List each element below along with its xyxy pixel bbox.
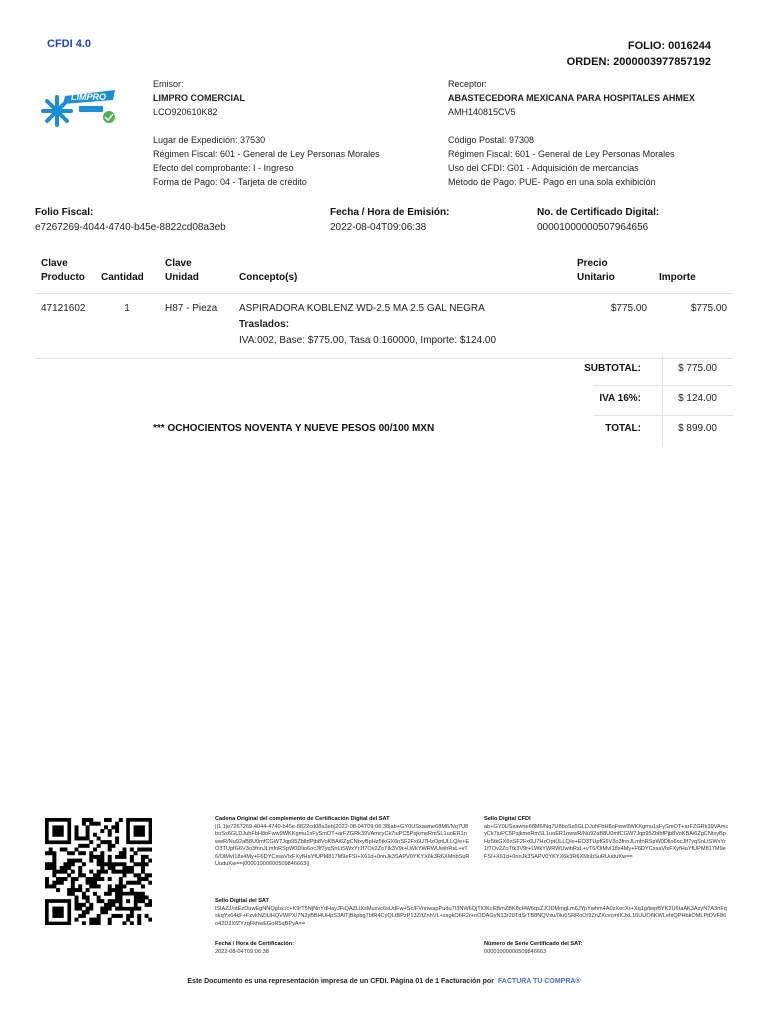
subtotal-label: SUBTOTAL: bbox=[584, 363, 641, 374]
fecha-emision-label: Fecha / Hora de Emisión: bbox=[330, 207, 450, 218]
logo-text: LIMPRO bbox=[71, 92, 106, 102]
receptor-uso-cfdi: Uso del CFDI: G01 - Adquisición de mercancias bbox=[448, 163, 639, 173]
header-importe: Importe bbox=[653, 254, 733, 294]
header-cantidad: Cantidad bbox=[95, 254, 159, 294]
folio-fiscal-label: Folio Fiscal: bbox=[35, 207, 94, 218]
total-label: TOTAL: bbox=[605, 423, 641, 434]
header-clave-producto: Clave Producto bbox=[35, 254, 95, 294]
subtotal-value: $ 775.00 bbox=[678, 363, 717, 374]
iva-label: IVA 16%: bbox=[599, 393, 641, 404]
fecha-certificacion-value: 2022-08-04T09:06:38 bbox=[215, 948, 269, 955]
emisor-efecto: Efecto del comprobante: I - Ingreso bbox=[153, 163, 294, 173]
receptor-metodo-pago: Método de Pago: PUE- Pago en una sola exhibición bbox=[448, 177, 656, 187]
amount-in-words: *** OCHOCIENTOS NOVENTA Y NUEVE PESOS 00/100 MXN bbox=[153, 423, 435, 434]
emisor-lugar: Lugar de Expedición: 37530 bbox=[153, 135, 266, 145]
receptor-rfc: AMH140815CV5 bbox=[448, 107, 516, 117]
serie-sat-title: Número de Serie Certificado del SAT: bbox=[484, 941, 583, 947]
receptor-cp: Código Postal: 97308 bbox=[448, 135, 535, 145]
fecha-certificacion-block bbox=[215, 941, 470, 956]
cell-cantidad: 1 bbox=[95, 294, 159, 359]
receptor-regimen: Régimen Fiscal: 601 - General de Ley Personas Morales bbox=[448, 149, 675, 159]
header-precio: Precio Unitario bbox=[571, 254, 653, 294]
header-clave-unidad: Clave Unidad bbox=[159, 254, 233, 294]
table-header-row bbox=[35, 254, 733, 294]
fecha-emision-value: 2022-08-04T09:06:38 bbox=[330, 222, 427, 233]
folio: FOLIO: 0016244 bbox=[627, 40, 711, 52]
emisor-name: LIMPRO COMERCIAL bbox=[153, 93, 245, 103]
cfdi-version: CFDI 4.0 bbox=[47, 38, 92, 50]
emisor-forma-pago: Forma de Pago: 04 - Tarjeta de crédito bbox=[153, 177, 307, 187]
fecha-emision-block bbox=[330, 205, 449, 235]
subtotal-row bbox=[35, 356, 733, 386]
limpro-logo bbox=[35, 84, 119, 134]
folio-fiscal-value: e7267269-4044-4740-b45e-8822cd08a3eb bbox=[35, 222, 226, 233]
footer bbox=[0, 978, 768, 985]
iva-row bbox=[35, 386, 733, 416]
certificado-value: 00001000000507964656 bbox=[537, 222, 649, 233]
cell-precio: $775.00 bbox=[571, 294, 653, 359]
serie-sat-block bbox=[484, 941, 729, 956]
receptor-label: Receptor: bbox=[448, 79, 488, 89]
cell-clave-unidad: H87 - Pieza bbox=[159, 294, 233, 359]
sello-sat-text: lSIAZJ/otEzDuwEgNNQgIxc/c+K9rT5NjNnYdHayJFiQAZLlXsMuxvc6sUdFw+Sc/FVnnwapPudu7I3NW6QjTiOKcEBmZBK8cHW6qsZJODMmgLm6JYpYwhm4A0zXecXr+Xq1g/twpBYK2U6taAK3AzyN7A3nFqskqYx64kF+FzvkNZIUHQVWPX/7N2yBBl4UHpS3AlTjBkpbg7bfR4CyQLtBPzP13Z/tZnhVL+ssgkO6R2r+nODAGyN13r20TdSrTB8NQVxu/0lu6SRRoO/9ZnZXcvcmIKJxL16UUO6KWLehiQPHbkOMLPtDVF86o42D2XfZYzqFkhwEGoR5qBPyA== bbox=[215, 905, 727, 927]
sello-cfdi-title: Sello Digital CFDI bbox=[484, 816, 531, 822]
header-concepto: Concepto(s) bbox=[233, 254, 571, 294]
items-table bbox=[35, 254, 733, 359]
concepto-text: ASPIRADORA KOBLENZ WD-2.5 MA 2.5 GAL NEGRA bbox=[239, 303, 485, 314]
totals-block bbox=[35, 356, 733, 446]
emisor-rfc: LCO920610K82 bbox=[153, 107, 218, 117]
cadena-original-title: Cadena Original del complemento de Certificación Digital del SAT bbox=[215, 816, 390, 822]
cadena-original-block bbox=[215, 816, 470, 869]
receptor-name: ABASTECEDORA MEXICANA PARA HOSPITALES AHMEX bbox=[448, 93, 695, 103]
table-row bbox=[35, 294, 733, 359]
emisor-block bbox=[153, 77, 438, 189]
receptor-block bbox=[448, 77, 748, 189]
folio-block bbox=[567, 38, 711, 70]
orden: ORDEN: 2000003977857192 bbox=[566, 56, 711, 68]
serie-sat-value: 00001000000509846663 bbox=[484, 948, 547, 955]
footer-text: Este Documento es una representación impresa de un CFDI. Página 01 de 1 Facturación por bbox=[187, 978, 494, 985]
footer-link[interactable]: FACTURA TU COMPRA® bbox=[497, 978, 581, 985]
qr-code bbox=[45, 818, 152, 925]
traslados-text: IVA:002, Base: $775.00, Tasa 0.160000, Importe: $124.00 bbox=[239, 335, 497, 346]
sello-sat-block bbox=[215, 898, 729, 928]
emisor-label: Emisor: bbox=[153, 79, 184, 89]
total-row bbox=[35, 416, 733, 446]
emisor-regimen: Régimen Fiscal: 601 - General de Ley Personas Morales bbox=[153, 149, 380, 159]
certificado-block bbox=[537, 205, 659, 235]
cell-concepto bbox=[233, 294, 571, 359]
certificado-label: No. de Certificado Digital: bbox=[537, 207, 660, 218]
cadena-original-text: ||1.1|e7267269-4044-4740-b45e-8822cd08a3eb|2022-08-04T09:06:38|ab+GY0USxawne68M6/Nq7U8boSs6GLDJuhFbH8oFww9WKKgmu1sFySmOT+arFZGRk39VAmcyCk7iuPC5PsjkmeRmSL1uoER1nwwR/Nu92aB8U0mfCGW7Jqp95ZblbfPjb8VoKBAi6ZgCNtxyBpHz5tkGX6nSF2Fx6U7HzOptULLQ/e+EO3TUpfG6V3o3fnnJLmfnRSpW0Dlio6ocJlf7yqSnLtSWxYr1f7Ov2ZoTtk3V9r+LWkYWRWUwihRsL+vT6/OlMvI18s4My+F6DYCssaVlxFXyfHaYfUPM817M9eFSI+X61d+0nnJk3SAPV0YKYX6k3R6XMnbSuRUuduKw==|00001000000509846663|| bbox=[215, 823, 470, 867]
sello-sat-title: Sello Digital del SAT bbox=[215, 898, 269, 904]
total-value: $ 899.00 bbox=[678, 423, 717, 434]
sello-cfdi-block bbox=[484, 816, 729, 861]
cell-clave-producto: 47121602 bbox=[35, 294, 95, 359]
folio-fiscal-block bbox=[35, 205, 226, 235]
fecha-certificacion-title: Fecha / Hora de Certificación: bbox=[215, 941, 294, 947]
traslados-label: Traslados: bbox=[239, 319, 290, 330]
iva-value: $ 124.00 bbox=[678, 393, 717, 404]
sello-cfdi-text: ab+GY0USxawne68M6/Nq7U8boSs6GLDJuhFbH8oFww9WKKgmu1sFySmOT+arFZGRk39VAmcyCk7iuPC5PsjkmeRmSL1uoER1nwwR/Nu92aB8U0mfCGW7Jqp95ZblbfPjb8VoKBAi6ZgCNtxyBpHz5tkGX6nSF2Fx6U7HzOptULLQ/e+EO3TUpfG6V3o3fnnJLmfnRSpW0Dlio6ocJlf7yqSnLtSWxYr1f7Ov2ZoTtk3V9r+LWkYWRWUwihRsL+vT6/OlMvI18s4My+F6DYCssaVlxFXyfHaYfUPM817M9eFSI+X61d+0nnJk3SAPV0YKYX6k3R6XMnbSuRUuduKw== bbox=[484, 823, 729, 860]
cell-importe: $775.00 bbox=[653, 294, 733, 359]
